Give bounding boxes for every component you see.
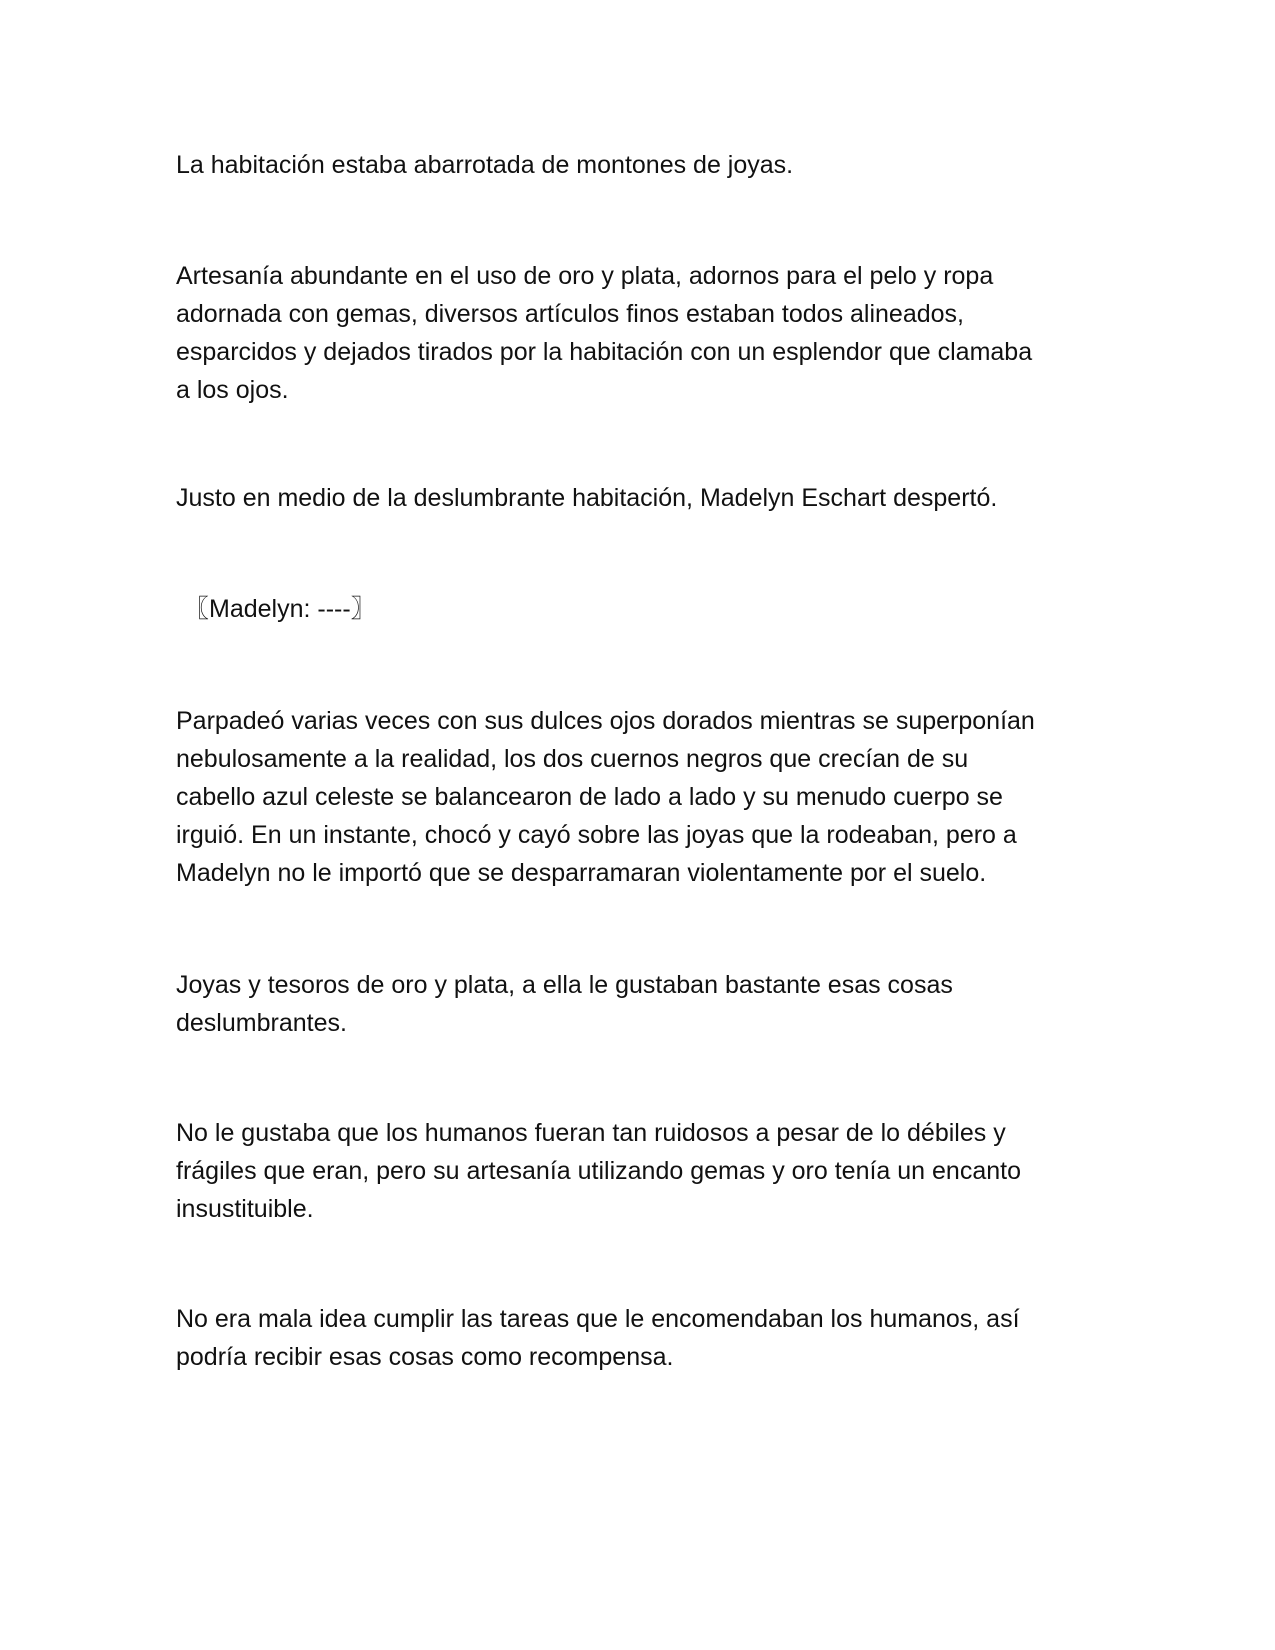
paragraph: La habitación estaba abarrotada de montones de joyas. (176, 151, 794, 179)
paragraph: Artesanía abundante en el uso de oro y plata, adornos para el pelo y ropa adornada con gemas, diversos artículos finos estaban todos alineados, esparcidos y dejados tirados por la habitación con un esplendor que clamaba a los ojos. (176, 262, 1033, 404)
paragraph: Parpadeó varias veces con sus dulces ojos dorados mientras se superponían nebulosamente a la realidad, los dos cuernos negros que crecían de su cabello azul celeste se balancearon de lado a lado y su menudo cuerpo se irguió. En un instante, chocó y cayó sobre las joyas que la rodeaban, pero a Madelyn no le importó que se desparramaran violentamente por el suelo. (176, 707, 1035, 887)
paragraph: No le gustaba que los humanos fueran tan ruidosos a pesar de lo débiles y frágiles que eran, pero su artesanía utilizando gemas y oro tenía un encanto insustituible. (176, 1119, 1021, 1223)
dialogue-line: 〖Madelyn: ----〗 (184, 595, 376, 623)
paragraph: Justo en medio de la deslumbrante habitación, Madelyn Eschart despertó. (176, 484, 998, 512)
paragraph: No era mala idea cumplir las tareas que le encomendaban los humanos, así podría recibir esas cosas como recompensa. (176, 1305, 1020, 1371)
paragraph: Joyas y tesoros de oro y plata, a ella le gustaban bastante esas cosas deslumbrantes. (176, 971, 953, 1037)
